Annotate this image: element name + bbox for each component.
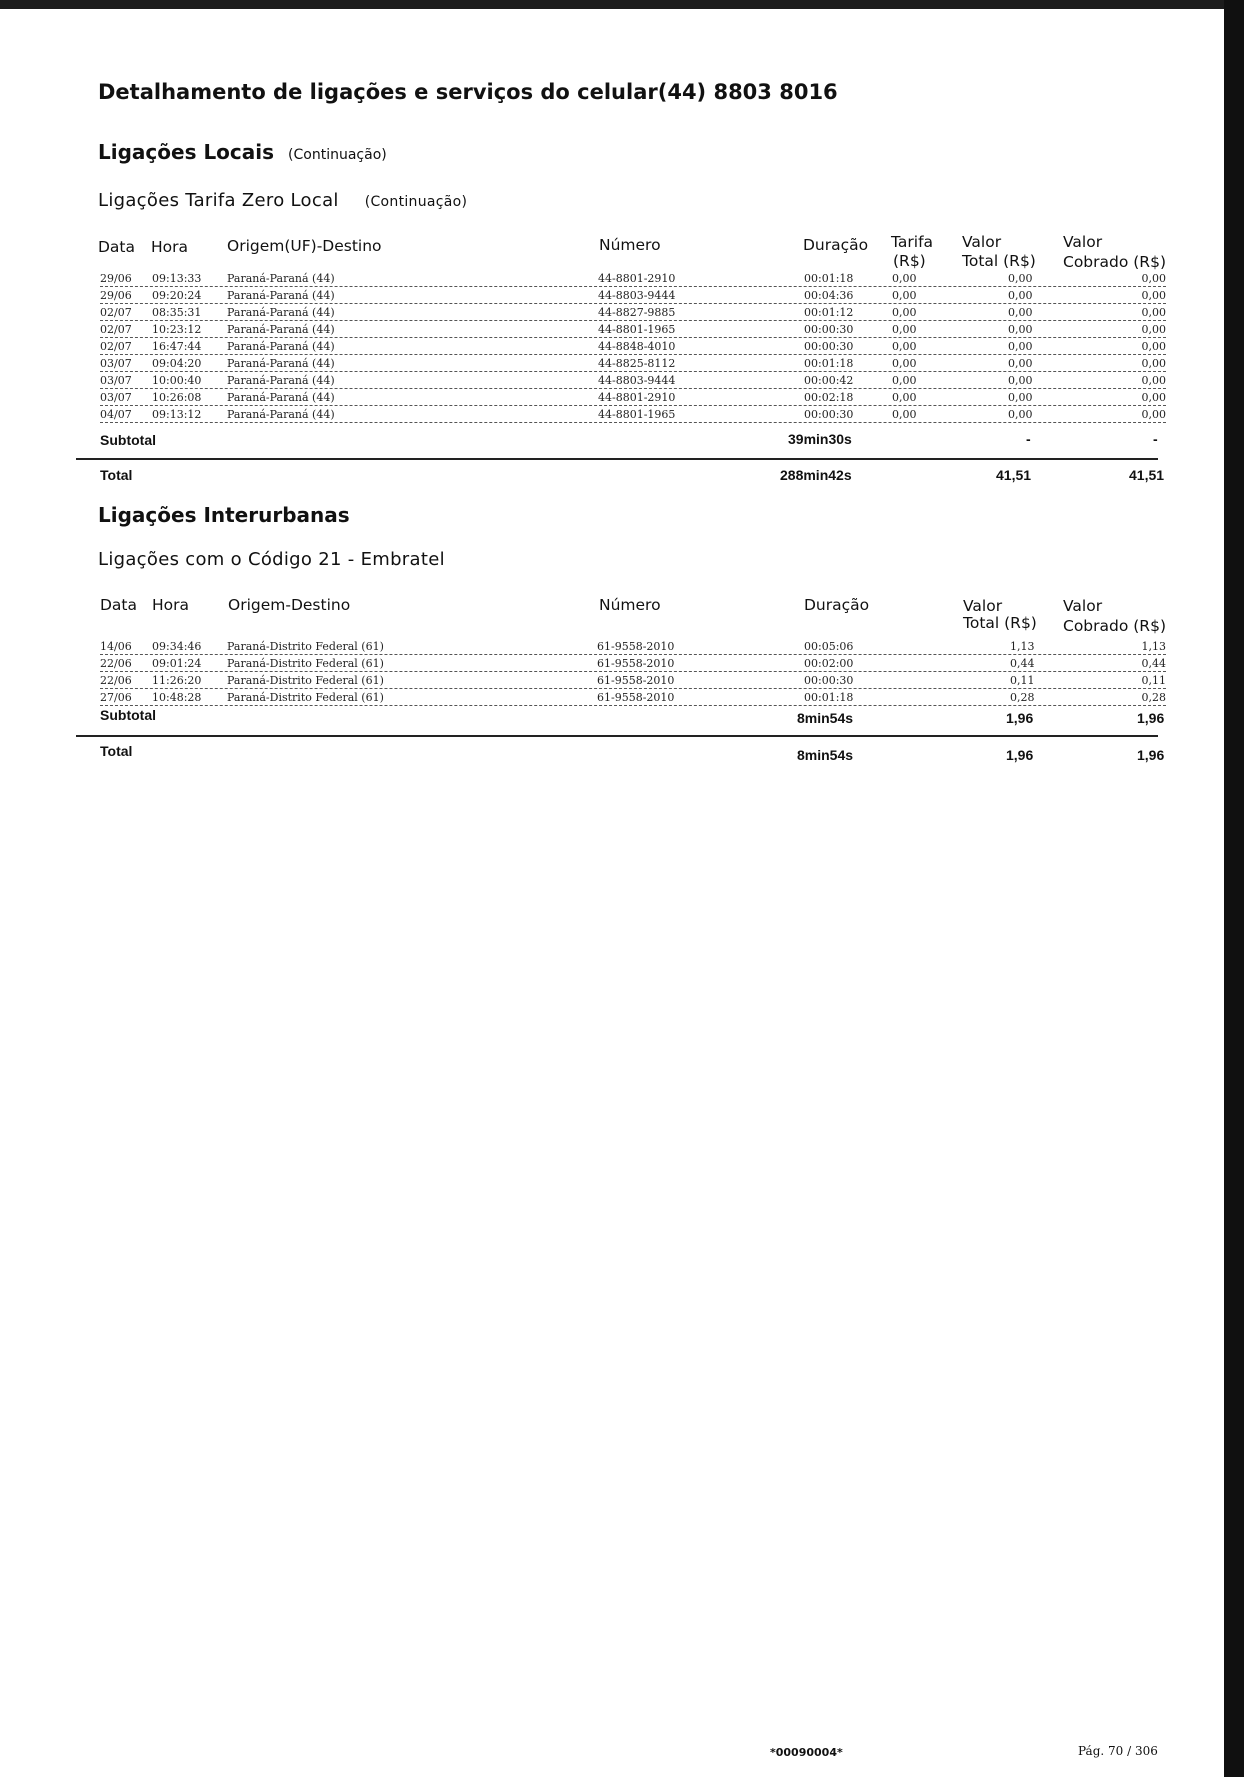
cell-origem: Paraná-Paraná (44) <box>227 374 335 387</box>
cell-hora: 09:04:20 <box>152 357 202 370</box>
cell-duracao: 00:04:36 <box>804 289 854 302</box>
cell-total: 0,00 <box>1008 306 1033 319</box>
table-row <box>100 406 1166 423</box>
cell-cobrado: 0,44 <box>1141 657 1166 670</box>
cell-tarifa: 0,00 <box>892 272 917 285</box>
cell-tarifa: 0,00 <box>892 391 917 404</box>
col-header-valor-cobrado: Valor <box>1063 597 1103 615</box>
cell-hora: 09:13:12 <box>152 408 202 421</box>
cell-data: 03/07 <box>100 357 132 370</box>
cell-duracao: 00:01:12 <box>804 306 854 319</box>
subsection-heading-text: Ligações Tarifa Zero Local <box>98 190 339 211</box>
cell-hora: 09:13:33 <box>152 272 202 285</box>
cell-numero: 44-8803-9444 <box>598 289 676 302</box>
interurbanas-total-cobrado: 1,96 <box>1137 747 1165 763</box>
cell-tarifa: 0,00 <box>892 374 917 387</box>
section-heading-interurbanas: Ligações Interurbanas <box>98 503 350 527</box>
table-row <box>100 338 1166 355</box>
cell-numero: 61-9558-2010 <box>597 640 675 653</box>
cell-duracao: 00:00:30 <box>804 323 854 336</box>
cell-total: 0,00 <box>1008 357 1033 370</box>
subsection-heading-tarifa-zero <box>98 190 467 211</box>
locais-total-total: 41,51 <box>996 467 1032 483</box>
col-header-valor-total: Valor <box>963 597 1003 615</box>
interurbanas-subtotal-total: 1,96 <box>1006 710 1034 726</box>
cell-hora: 11:26:20 <box>152 674 202 687</box>
cell-numero: 61-9558-2010 <box>597 674 675 687</box>
cell-tarifa: 0,00 <box>892 340 917 353</box>
cell-data: 14/06 <box>100 640 132 653</box>
cell-tarifa: 0,00 <box>892 357 917 370</box>
cell-numero: 61-9558-2010 <box>597 657 675 670</box>
cell-cobrado: 0,00 <box>1141 357 1166 370</box>
section-heading-note: (Continuação) <box>288 147 387 163</box>
cell-cobrado: 0,11 <box>1141 674 1166 687</box>
cell-numero: 44-8825-8112 <box>598 357 676 370</box>
cell-total: 0,28 <box>1010 691 1035 704</box>
col-header-duracao: Duração <box>803 236 869 254</box>
col-header-duracao: Duração <box>804 596 870 614</box>
col-header-hora: Hora <box>152 596 190 614</box>
col-header-tarifa: Tarifa <box>891 233 934 251</box>
cell-origem: Paraná-Paraná (44) <box>227 391 335 404</box>
cell-hora: 09:20:24 <box>152 289 202 302</box>
cell-cobrado: 0,00 <box>1141 323 1166 336</box>
page-title: Detalhamento de ligações e serviços do celular(44) 8803 8016 <box>98 80 838 104</box>
locais-subtotal-duracao: 39min30s <box>788 431 852 447</box>
cell-total: 0,00 <box>1008 340 1033 353</box>
col-header-hora: Hora <box>151 238 189 256</box>
table-row <box>100 655 1166 672</box>
interurbanas-subtotal-cobrado: 1,96 <box>1137 710 1165 726</box>
table-row <box>100 287 1166 304</box>
cell-data: 29/06 <box>100 272 132 285</box>
locais-total-label: Total <box>100 467 133 483</box>
cell-data: 04/07 <box>100 408 132 421</box>
col-header-valor-total-unit: Total (R$) <box>963 614 1037 632</box>
cell-total: 1,13 <box>1010 640 1035 653</box>
cell-duracao: 00:01:18 <box>804 691 854 704</box>
subsection-heading-embratel: Ligações com o Código 21 - Embratel <box>98 549 445 570</box>
cell-numero: 44-8801-1965 <box>598 408 676 421</box>
footer-page-number: Pág. 70 / 306 <box>1078 1744 1158 1758</box>
cell-total: 0,00 <box>1008 289 1033 302</box>
cell-cobrado: 0,00 <box>1141 374 1166 387</box>
cell-origem: Paraná-Paraná (44) <box>227 340 335 353</box>
cell-duracao: 00:00:30 <box>804 674 854 687</box>
cell-duracao: 00:02:00 <box>804 657 854 670</box>
cell-data: 03/07 <box>100 374 132 387</box>
locais-subtotal-cobrado: - <box>1153 431 1158 447</box>
table-row <box>100 270 1166 287</box>
col-header-valor-total-unit: Total (R$) <box>962 252 1036 270</box>
cell-data: 02/07 <box>100 323 132 336</box>
cell-duracao: 00:02:18 <box>804 391 854 404</box>
cell-origem: Paraná-Paraná (44) <box>227 323 335 336</box>
subsection-heading-note: (Continuação) <box>364 194 468 210</box>
cell-duracao: 00:00:30 <box>804 340 854 353</box>
cell-hora: 10:00:40 <box>152 374 202 387</box>
cell-origem: Paraná-Distrito Federal (61) <box>227 640 384 653</box>
cell-hora: 10:23:12 <box>152 323 202 336</box>
col-header-tarifa-unit: (R$) <box>893 252 926 270</box>
table-row <box>100 372 1166 389</box>
interurbanas-subtotal-duracao: 8min54s <box>797 710 854 726</box>
section-heading-text: Ligações Locais <box>98 140 275 164</box>
col-header-valor-cobrado-unit: Cobrado (R$) <box>1063 253 1166 271</box>
cell-origem: Paraná-Paraná (44) <box>227 408 335 421</box>
col-header-data: Data <box>100 596 138 614</box>
cell-origem: Paraná-Paraná (44) <box>227 357 335 370</box>
cell-origem: Paraná-Distrito Federal (61) <box>227 691 384 704</box>
cell-hora: 08:35:31 <box>152 306 202 319</box>
cell-numero: 44-8801-1965 <box>598 323 676 336</box>
cell-cobrado: 0,00 <box>1141 340 1166 353</box>
cell-data: 02/07 <box>100 306 132 319</box>
scan-right-edge <box>1224 0 1244 1777</box>
cell-data: 02/07 <box>100 340 132 353</box>
cell-numero: 44-8803-9444 <box>598 374 676 387</box>
cell-total: 0,44 <box>1010 657 1035 670</box>
cell-numero: 61-9558-2010 <box>597 691 675 704</box>
interurbanas-total-label: Total <box>100 743 133 759</box>
cell-hora: 10:48:28 <box>152 691 202 704</box>
cell-total: 0,00 <box>1008 391 1033 404</box>
footer-document-code: *00090004* <box>770 1746 843 1759</box>
cell-data: 27/06 <box>100 691 132 704</box>
table-row <box>100 321 1166 338</box>
cell-duracao: 00:05:06 <box>804 640 854 653</box>
col-header-valor-total: Valor <box>962 233 1002 251</box>
interurbanas-total-duracao: 8min54s <box>797 747 854 763</box>
cell-numero: 44-8827-9885 <box>598 306 676 319</box>
cell-numero: 44-8848-4010 <box>598 340 676 353</box>
cell-origem: Paraná-Paraná (44) <box>227 289 335 302</box>
cell-hora: 09:34:46 <box>152 640 202 653</box>
cell-total: 0,00 <box>1008 323 1033 336</box>
table-row <box>100 304 1166 321</box>
cell-cobrado: 0,00 <box>1141 306 1166 319</box>
cell-tarifa: 0,00 <box>892 408 917 421</box>
locais-subtotal-total: - <box>1026 431 1031 447</box>
cell-total: 0,00 <box>1008 408 1033 421</box>
col-header-origem: Origem-Destino <box>228 596 351 614</box>
cell-cobrado: 0,28 <box>1141 691 1166 704</box>
cell-duracao: 00:00:42 <box>804 374 854 387</box>
cell-origem: Paraná-Distrito Federal (61) <box>227 657 384 670</box>
cell-cobrado: 0,00 <box>1141 408 1166 421</box>
table-row <box>100 638 1166 655</box>
cell-data: 29/06 <box>100 289 132 302</box>
locais-total-duracao: 288min42s <box>780 467 852 483</box>
section-heading-locais <box>98 140 387 164</box>
cell-tarifa: 0,00 <box>892 289 917 302</box>
cell-tarifa: 0,00 <box>892 323 917 336</box>
cell-total: 0,11 <box>1010 674 1035 687</box>
table-row <box>100 689 1166 706</box>
cell-duracao: 00:00:30 <box>804 408 854 421</box>
cell-total: 0,00 <box>1008 374 1033 387</box>
table-row <box>100 389 1166 406</box>
cell-hora: 16:47:44 <box>152 340 202 353</box>
cell-cobrado: 0,00 <box>1141 272 1166 285</box>
cell-data: 22/06 <box>100 674 132 687</box>
total-divider <box>76 458 1158 460</box>
total-divider <box>76 735 1158 737</box>
cell-cobrado: 0,00 <box>1141 391 1166 404</box>
cell-tarifa: 0,00 <box>892 306 917 319</box>
cell-numero: 44-8801-2910 <box>598 272 676 285</box>
col-header-numero: Número <box>599 596 661 614</box>
locais-subtotal-label: Subtotal <box>100 432 156 448</box>
cell-data: 22/06 <box>100 657 132 670</box>
cell-duracao: 00:01:18 <box>804 272 854 285</box>
interurbanas-total-total: 1,96 <box>1006 747 1034 763</box>
col-header-numero: Número <box>599 236 661 254</box>
cell-data: 03/07 <box>100 391 132 404</box>
interurbanas-subtotal-label: Subtotal <box>100 707 156 723</box>
table-row <box>100 672 1166 689</box>
cell-origem: Paraná-Paraná (44) <box>227 306 335 319</box>
cell-cobrado: 1,13 <box>1141 640 1166 653</box>
col-header-origem: Origem(UF)-Destino <box>227 237 382 255</box>
cell-origem: Paraná-Paraná (44) <box>227 272 335 285</box>
cell-cobrado: 0,00 <box>1141 289 1166 302</box>
locais-total-cobrado: 41,51 <box>1129 467 1165 483</box>
table-row <box>100 355 1166 372</box>
cell-total: 0,00 <box>1008 272 1033 285</box>
cell-origem: Paraná-Distrito Federal (61) <box>227 674 384 687</box>
col-header-valor-cobrado: Valor <box>1063 233 1103 251</box>
cell-hora: 10:26:08 <box>152 391 202 404</box>
scan-top-edge <box>0 0 1224 9</box>
cell-hora: 09:01:24 <box>152 657 202 670</box>
cell-duracao: 00:01:18 <box>804 357 854 370</box>
col-header-valor-cobrado-unit: Cobrado (R$) <box>1063 617 1166 635</box>
col-header-data: Data <box>98 238 136 256</box>
cell-numero: 44-8801-2910 <box>598 391 676 404</box>
